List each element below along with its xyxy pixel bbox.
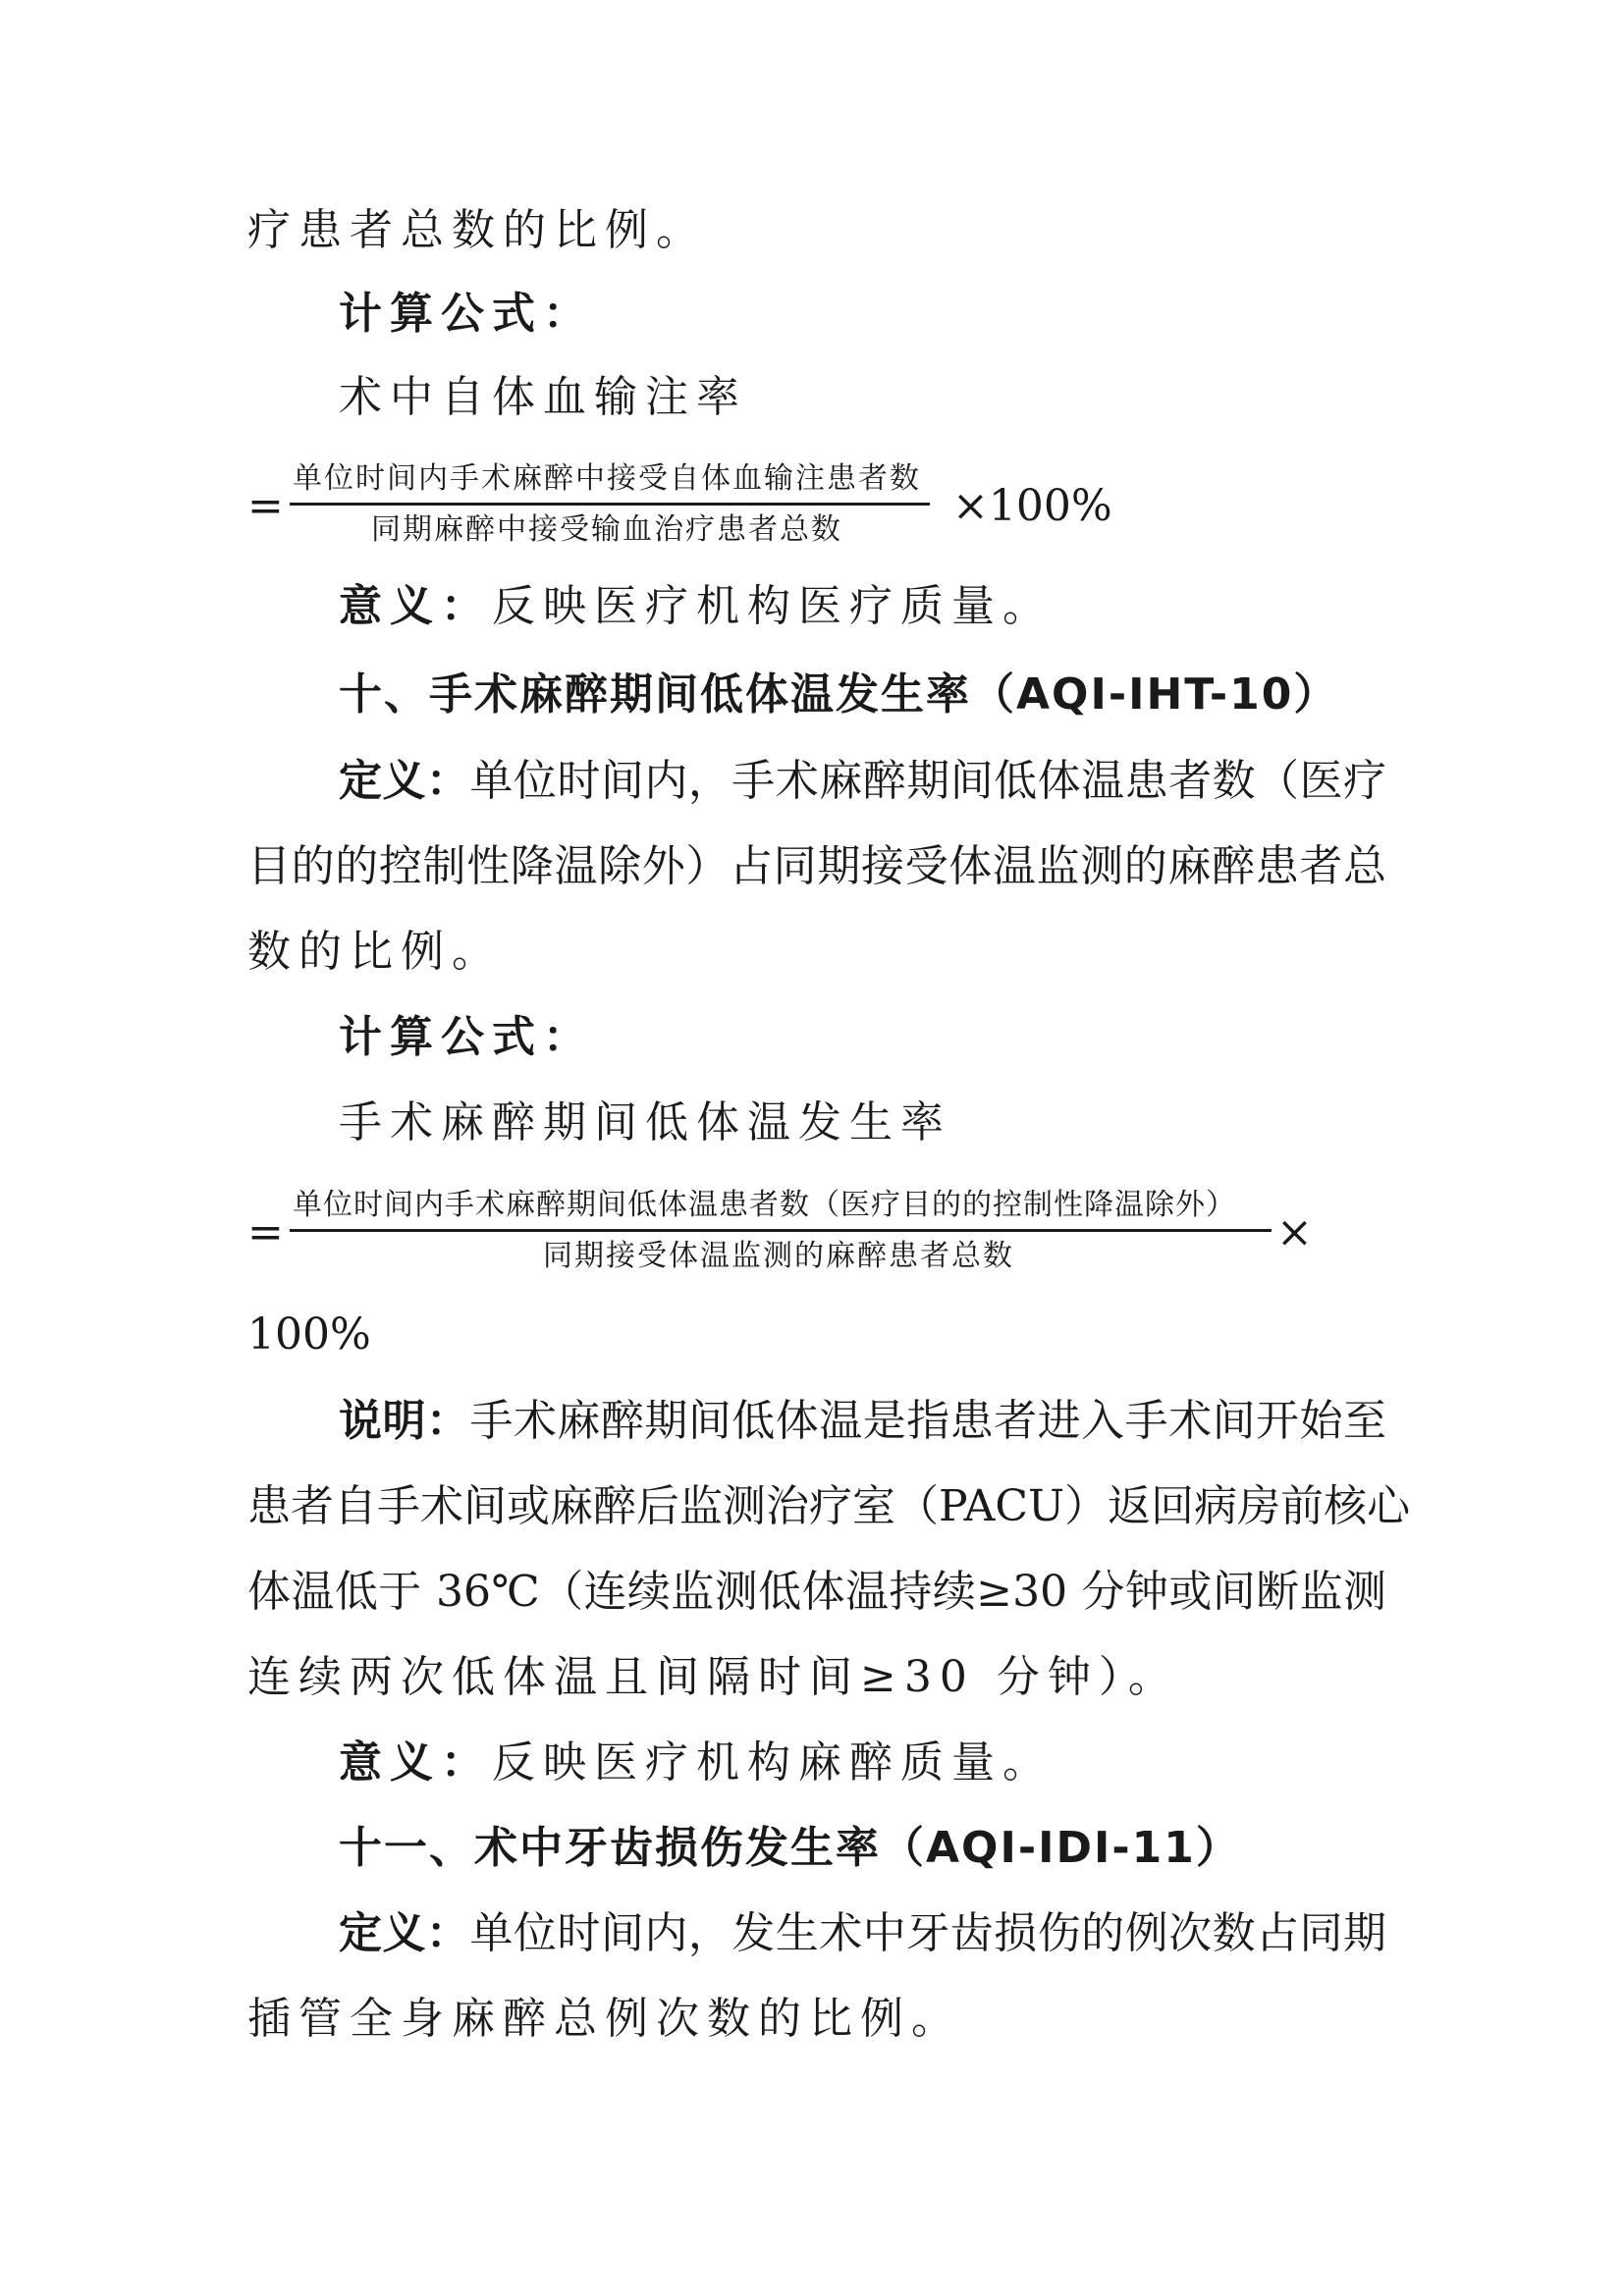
- fraction-numerator: 单位时间内手术麻醉中接受自体血输注患者数: [293, 461, 921, 496]
- equals-sign: =: [247, 1207, 284, 1257]
- fraction-bar: [290, 1229, 1272, 1232]
- definition-text: 单位时间内，手术麻醉期间低体温患者数（医疗: [469, 756, 1387, 806]
- meaning-label: 意义：: [339, 1737, 492, 1788]
- formula-name: 手术麻醉期间低体温发生率: [339, 1097, 951, 1148]
- formula-tail: 100%: [247, 1309, 371, 1360]
- note-paragraph: [339, 1392, 1386, 1451]
- fraction-bar: [290, 503, 930, 506]
- calc-formula-label: 计算公式：: [339, 289, 594, 339]
- fraction-denominator: 同期麻醉中接受输血治疗患者总数: [371, 512, 842, 547]
- meaning-text: 反映医疗机构麻醉质量。: [492, 1737, 1054, 1788]
- note-line: 患者自手术间或麻醉后监测治疗室（PACU）返回病房前核心: [247, 1481, 1411, 1531]
- meaning-text: 反映医疗机构医疗质量。: [492, 581, 1054, 631]
- note-text: 手术麻醉期间低体温是指患者进入手术间开始至: [469, 1396, 1387, 1446]
- multiplier: ×: [1276, 1207, 1313, 1257]
- fraction-denominator: 同期接受体温监测的麻醉患者总数: [543, 1239, 1014, 1273]
- definition-label: 定义：: [339, 756, 470, 806]
- definition-line: 目的的控制性降温除外）占同期接受体温监测的麻醉患者总: [247, 841, 1386, 891]
- definition-paragraph: [339, 1904, 1386, 1963]
- note-line: 连续两次低体温且间隔时间≥30 分钟）。: [247, 1652, 1179, 1702]
- paragraph-continuation: 疗患者总数的比例。: [247, 205, 707, 255]
- calc-formula-label: 计算公式：: [339, 1012, 594, 1062]
- section-heading: 十、手术麻醉期间低体温发生率（AQI-IHT-10）: [339, 669, 1339, 720]
- multiplier: ×100%: [952, 481, 1112, 531]
- section-heading: 十一、术中牙齿损伤发生率（AQI-IDI-11）: [339, 1823, 1241, 1873]
- meaning-label: 意义：: [339, 581, 492, 631]
- formula-name: 术中自体血输注率: [339, 372, 747, 422]
- definition-label: 定义：: [339, 1908, 470, 1958]
- definition-paragraph: [339, 752, 1386, 811]
- meaning-paragraph: [339, 1734, 1054, 1792]
- fraction-numerator: 单位时间内手术麻醉期间低体温患者数（医疗目的的控制性降温除外）: [293, 1188, 1236, 1222]
- definition-text: 单位时间内，发生术中牙齿损伤的例次数占同期: [469, 1908, 1387, 1958]
- meaning-paragraph: [339, 577, 1054, 636]
- equals-sign: =: [247, 481, 284, 531]
- definition-line: 数的比例。: [247, 927, 503, 977]
- definition-line: 插管全身麻醉总例次数的比例。: [247, 1994, 962, 2044]
- note-line: 体温低于 36℃（连续监测低体温持续≥30 分钟或间断监测: [247, 1567, 1386, 1617]
- note-label: 说明：: [339, 1396, 470, 1446]
